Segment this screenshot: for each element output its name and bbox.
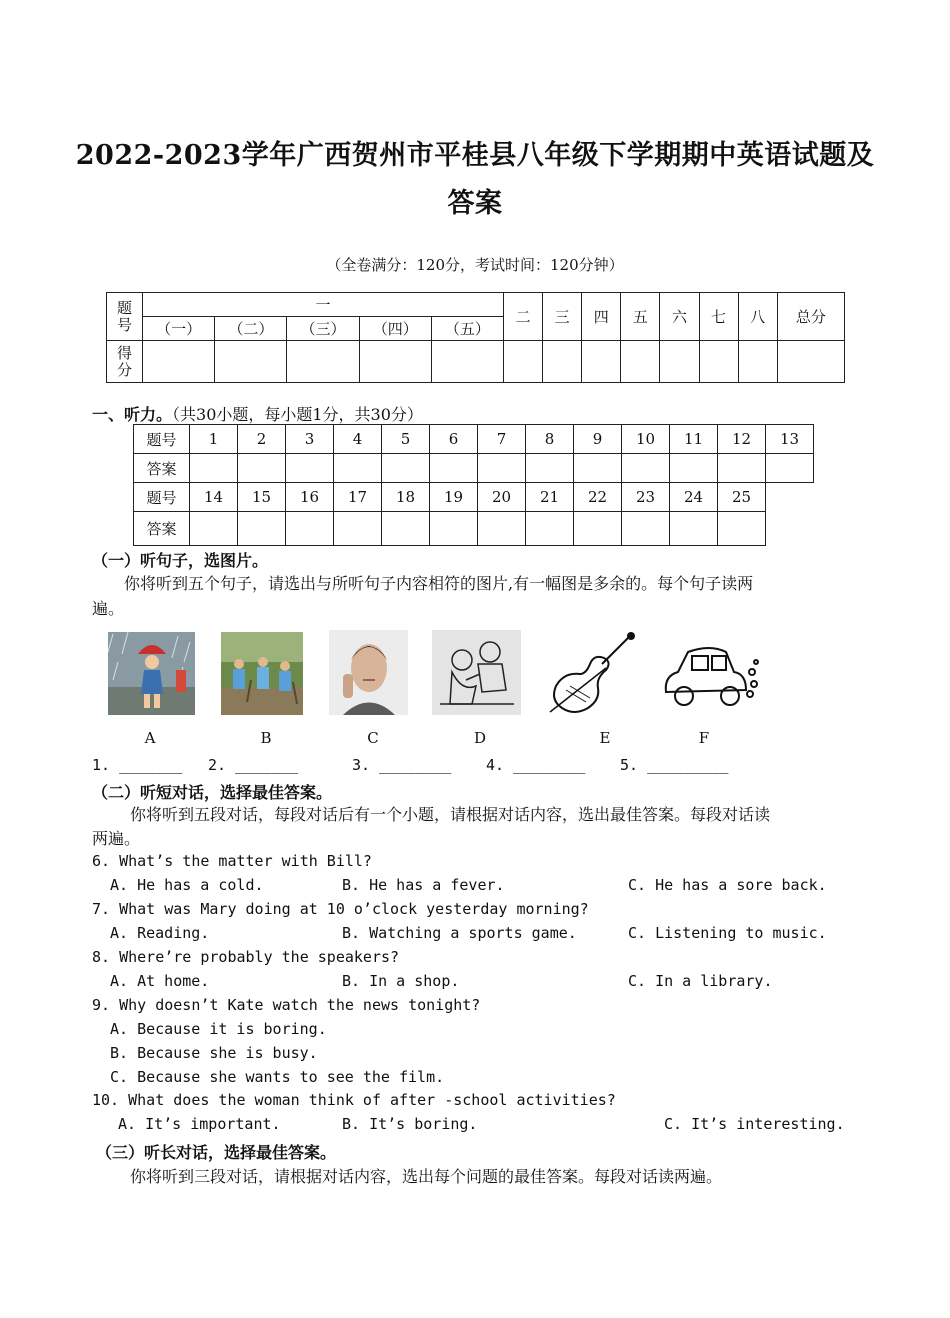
q6-option-a[interactable]: A. He has a cold.: [110, 876, 264, 894]
qnum-cell: 18: [382, 483, 430, 512]
q10-option-a[interactable]: A. It’s important.: [118, 1115, 281, 1133]
part3-heading: （三）听长对话，选择最佳答案。: [96, 1143, 337, 1162]
sub-part-3-header: （三）: [287, 317, 359, 341]
pic-letter-b: B: [260, 729, 272, 747]
blank-2[interactable]: 2. _______: [208, 756, 299, 774]
answer-cell[interactable]: [718, 454, 766, 483]
answer-cell[interactable]: [478, 454, 526, 483]
answer-cell[interactable]: [526, 454, 574, 483]
qnum-cell: 14: [190, 483, 238, 512]
question-6: 6. What’s the matter with Bill?: [92, 852, 372, 870]
cartoon-kids-icon: [432, 630, 521, 715]
part-two-header: 二: [504, 293, 543, 341]
part1-heading: （一）听句子，选图片。: [92, 551, 269, 570]
qnum-cell: 7: [478, 425, 526, 454]
part3-instructions: 你将听到三段对话，请根据对话内容，选出每个问题的最佳答案。每段对话读两遍。: [130, 1167, 723, 1186]
answer-cell[interactable]: [478, 512, 526, 546]
pic-letter-d: D: [473, 729, 487, 747]
answer-label: 答案: [134, 512, 190, 546]
part-one-header: 一: [143, 293, 504, 317]
answer-cell[interactable]: [670, 512, 718, 546]
answer-label: 答案: [134, 454, 190, 483]
answer-cell[interactable]: [430, 454, 478, 483]
cleaning-people-icon: [221, 632, 303, 715]
part-four-header: 四: [582, 293, 621, 341]
score-cell[interactable]: [738, 341, 777, 383]
score-cell[interactable]: [431, 341, 503, 383]
violin-icon: [546, 628, 642, 718]
pic-letter-c: C: [367, 729, 379, 747]
part2-instructions-cont: 两遍。: [92, 829, 141, 848]
qnum-cell: 15: [238, 483, 286, 512]
answer-cell[interactable]: [382, 512, 430, 546]
part-five-header: 五: [621, 293, 660, 341]
qnum-cell: 6: [430, 425, 478, 454]
qnum-cell: 22: [574, 483, 622, 512]
score-cell[interactable]: [359, 341, 431, 383]
question-7: 7. What was Mary doing at 10 o’clock yesterday morning?: [92, 900, 589, 918]
question-8: 8. Where’re probably the speakers?: [92, 948, 400, 966]
qnum-cell: 13: [766, 425, 814, 454]
answer-cell[interactable]: [622, 512, 670, 546]
qnum-cell: 8: [526, 425, 574, 454]
q6-option-b[interactable]: B. He has a fever.: [342, 876, 505, 894]
q6-option-c[interactable]: C. He has a sore back.: [628, 876, 827, 894]
part-seven-header: 七: [699, 293, 738, 341]
score-cell[interactable]: [287, 341, 359, 383]
qnum-cell: 24: [670, 483, 718, 512]
answer-cell[interactable]: [334, 512, 382, 546]
qnum-cell: 4: [334, 425, 382, 454]
blank-5[interactable]: 5. _________: [620, 756, 729, 774]
answer-cell[interactable]: [190, 454, 238, 483]
score-cell[interactable]: [215, 341, 287, 383]
answer-grid: [133, 424, 814, 546]
qnum-cell: 2: [238, 425, 286, 454]
answer-cell[interactable]: [526, 512, 574, 546]
blank-1[interactable]: 1. _______: [92, 756, 183, 774]
answer-cell[interactable]: [382, 454, 430, 483]
answer-cell[interactable]: [670, 454, 718, 483]
blank-3[interactable]: 3. ________: [352, 756, 452, 774]
pic-letter-e: E: [599, 729, 611, 747]
rain-girl-icon: [108, 632, 195, 715]
answer-cell[interactable]: [190, 512, 238, 546]
answer-cell[interactable]: [238, 512, 286, 546]
q8-option-a[interactable]: A. At home.: [110, 972, 210, 990]
part-six-header: 六: [660, 293, 699, 341]
qnum-cell: 21: [526, 483, 574, 512]
qnum-cell: 17: [334, 483, 382, 512]
sub-part-4-header: （四）: [359, 317, 431, 341]
score-cell[interactable]: [504, 341, 543, 383]
qnum-cell: 23: [622, 483, 670, 512]
sub-part-1-header: （一）: [143, 317, 215, 341]
answer-cell[interactable]: [286, 512, 334, 546]
qnum-cell: 25: [718, 483, 766, 512]
qnum-cell: 16: [286, 483, 334, 512]
qnum-cell: 5: [382, 425, 430, 454]
sub-part-2-header: （二）: [215, 317, 287, 341]
q8-option-b[interactable]: B. In a shop.: [342, 972, 460, 990]
answer-cell[interactable]: [334, 454, 382, 483]
answer-cell[interactable]: [574, 512, 622, 546]
q8-option-c[interactable]: C. In a library.: [628, 972, 773, 990]
q7-option-b[interactable]: B. Watching a sports game.: [342, 924, 577, 942]
sub-part-5-header: （五）: [431, 317, 503, 341]
total-score-header: 总分: [777, 293, 844, 341]
page-title-line2: 答案: [447, 188, 503, 219]
part-three-header: 三: [543, 293, 582, 341]
part2-heading: （二）听短对话，选择最佳答案。: [92, 783, 333, 802]
qnum-label: 题号: [134, 483, 190, 512]
q9-option-a[interactable]: A. Because it is boring.: [110, 1020, 327, 1038]
answer-cell[interactable]: [622, 454, 670, 483]
score-cell[interactable]: [660, 341, 699, 383]
answer-cell[interactable]: [238, 454, 286, 483]
part2-instructions: 你将听到五段对话，每段对话后有一个小题，请根据对话内容，选出最佳答案。每段对话读: [130, 805, 771, 824]
question-9: 9. Why doesn’t Kate watch the news tonight?: [92, 996, 481, 1014]
blank-4[interactable]: 4. ________: [486, 756, 586, 774]
pic-letter-f: F: [698, 729, 710, 747]
section-listening-heading: 一、听力。（共30小题，每小题1分，共30分）: [92, 405, 423, 424]
toothache-man-icon: [329, 630, 408, 715]
qnum-cell: 10: [622, 425, 670, 454]
q9-option-c[interactable]: C. Because she wants to see the film.: [110, 1068, 445, 1086]
score-table-header-label: 题号: [107, 293, 143, 341]
score-cell[interactable]: [543, 341, 582, 383]
q7-option-c[interactable]: C. Listening to music.: [628, 924, 827, 942]
answer-cell[interactable]: [718, 512, 766, 546]
q9-option-b[interactable]: B. Because she is busy.: [110, 1044, 318, 1062]
score-cell[interactable]: [777, 341, 844, 383]
q7-option-a[interactable]: A. Reading.: [110, 924, 210, 942]
part-eight-header: 八: [738, 293, 777, 341]
question-10: 10. What does the woman think of after -school activities?: [92, 1091, 616, 1109]
answer-cell[interactable]: [430, 512, 478, 546]
answer-cell[interactable]: [766, 454, 814, 483]
score-table: [106, 292, 845, 383]
car-icon: [660, 632, 760, 717]
answer-cell[interactable]: [286, 454, 334, 483]
qnum-cell: 12: [718, 425, 766, 454]
qnum-cell: 3: [286, 425, 334, 454]
score-cell[interactable]: [699, 341, 738, 383]
score-cell[interactable]: [621, 341, 660, 383]
qnum-cell: 1: [190, 425, 238, 454]
qnum-cell: 20: [478, 483, 526, 512]
qnum-cell: 11: [670, 425, 718, 454]
part1-instructions: 你将听到五个句子，请选出与所听句子内容相符的图片,有一幅图是多余的。每个句子读两: [124, 574, 754, 593]
exam-subtitle: （全卷满分：120分，考试时间：120分钟）: [326, 256, 624, 274]
page-title: 2022-2023学年广西贺州市平桂县八年级下学期期中英语试题及: [75, 140, 875, 171]
answer-cell[interactable]: [574, 454, 622, 483]
score-cell[interactable]: [143, 341, 215, 383]
qnum-cell: 9: [574, 425, 622, 454]
qnum-cell: 19: [430, 483, 478, 512]
score-cell[interactable]: [582, 341, 621, 383]
q10-option-c[interactable]: C. It’s interesting.: [664, 1115, 845, 1133]
pic-letter-a: A: [144, 729, 156, 747]
q10-option-b[interactable]: B. It’s boring.: [342, 1115, 478, 1133]
qnum-label: 题号: [134, 425, 190, 454]
part1-instructions-cont: 遍。: [92, 599, 125, 618]
score-row-label: 得分: [107, 341, 143, 383]
